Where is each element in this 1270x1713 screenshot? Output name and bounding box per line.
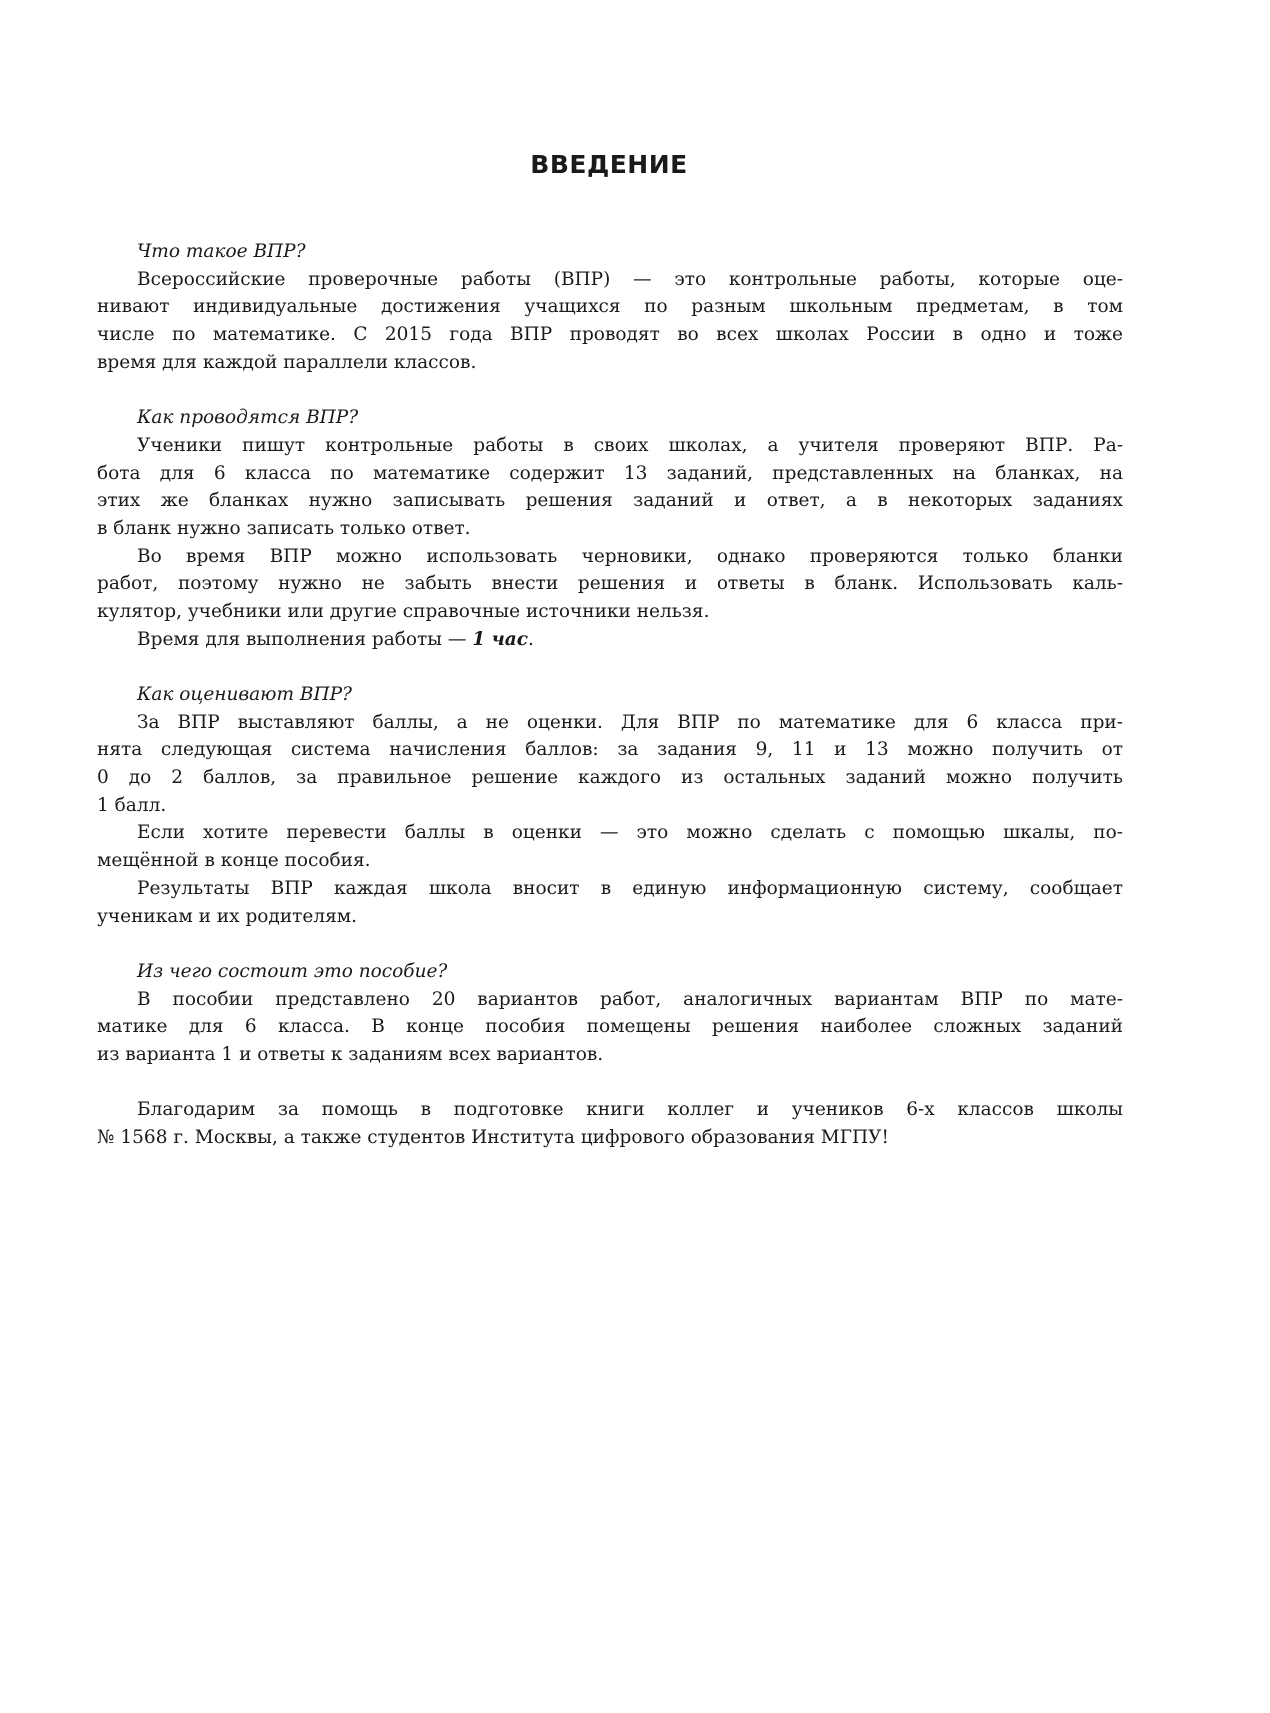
section-heading: Как проводятся ВПР?	[137, 407, 359, 429]
paragraph-line: В пособии представлено 20 вариантов работ, аналогичных вариантам ВПР по мате-	[137, 988, 1123, 1010]
paragraph-line: Во время ВПР можно использовать черновики, однако проверяются только бланки	[137, 545, 1123, 567]
paragraph-line: Ученики пишут контрольные работы в своих школах, а учителя проверяют ВПР. Ра-	[137, 434, 1123, 456]
section-how-conducted	[97, 404, 1123, 653]
paragraph-line: бота для 6 класса по математике содержит 13 заданий, представленных на бланках, на	[97, 462, 1123, 484]
section-what-is-vpr	[97, 238, 1123, 376]
section-heading: Из чего состоит это пособие?	[137, 960, 448, 982]
paragraph-line: Если хотите перевести баллы в оценки — это можно сделать с помощью шкалы, по-	[137, 822, 1123, 844]
paragraph-line: ученикам и их родителям.	[97, 905, 358, 927]
paragraph-line: нята следующая система начисления баллов: за задания 9, 11 и 13 можно получить от	[97, 739, 1123, 761]
paragraph-line: нивают индивидуальные достижения учащихся по разным школьным предметам, в том	[97, 296, 1123, 318]
time-end: .	[528, 628, 534, 650]
paragraph-line: числе по математике. С 2015 года ВПР проводят во всех школах России в одно и тоже	[97, 324, 1123, 346]
paragraph-line: № 1568 г. Москвы, а также студентов Института цифрового образования МГПУ!	[97, 1127, 889, 1148]
paragraph-line: За ВПР выставляют баллы, а не оценки. Для ВПР по математике для 6 класса при-	[137, 711, 1123, 733]
page-title: ВВЕДЕНИЕ	[530, 150, 688, 179]
time-line	[97, 626, 1123, 654]
intro-content	[97, 238, 1123, 1152]
section-heading: Как оценивают ВПР?	[137, 684, 352, 705]
paragraph-line: работ, поэтому нужно не забыть внести решения и ответы в бланк. Использовать каль-	[97, 573, 1123, 595]
paragraph-line: 0 до 2 баллов, за правильное решение каждого из остальных заданий можно получить	[97, 767, 1123, 789]
time-text: Время для выполнения работы —	[137, 628, 473, 650]
paragraph-line: 1 балл.	[97, 794, 167, 816]
section-how-evaluated	[97, 681, 1123, 930]
time-value: 1 час	[472, 628, 529, 650]
paragraph-line: в бланк нужно записать только ответ.	[97, 517, 471, 539]
paragraph-line: этих же бланках нужно записывать решения заданий и ответ, а в некоторых заданиях	[97, 490, 1123, 512]
paragraph-line: Результаты ВПР каждая школа вносит в единую информационную систему, сообщает	[137, 877, 1123, 899]
section-heading: Что такое ВПР?	[137, 241, 306, 262]
paragraph-line: мещённой в конце пособия.	[97, 850, 371, 872]
paragraph-line: Всероссийские проверочные работы (ВПР) — это контрольные работы, которые оце-	[137, 268, 1123, 290]
paragraph-line: из варианта 1 и ответы к заданиям всех вариантов.	[97, 1043, 604, 1065]
acknowledgements	[97, 1096, 1123, 1151]
paragraph-line: кулятор, учебники или другие справочные источники нельзя.	[97, 600, 710, 622]
paragraph-line: Благодарим за помощь в подготовке книги коллег и учеников 6-х классов школы	[137, 1099, 1123, 1121]
paragraph-line: время для каждой параллели классов.	[97, 351, 477, 373]
section-manual-contents	[97, 958, 1123, 1069]
paragraph-line: матике для 6 класса. В конце пособия помещены решения наиболее сложных заданий	[97, 1016, 1123, 1038]
